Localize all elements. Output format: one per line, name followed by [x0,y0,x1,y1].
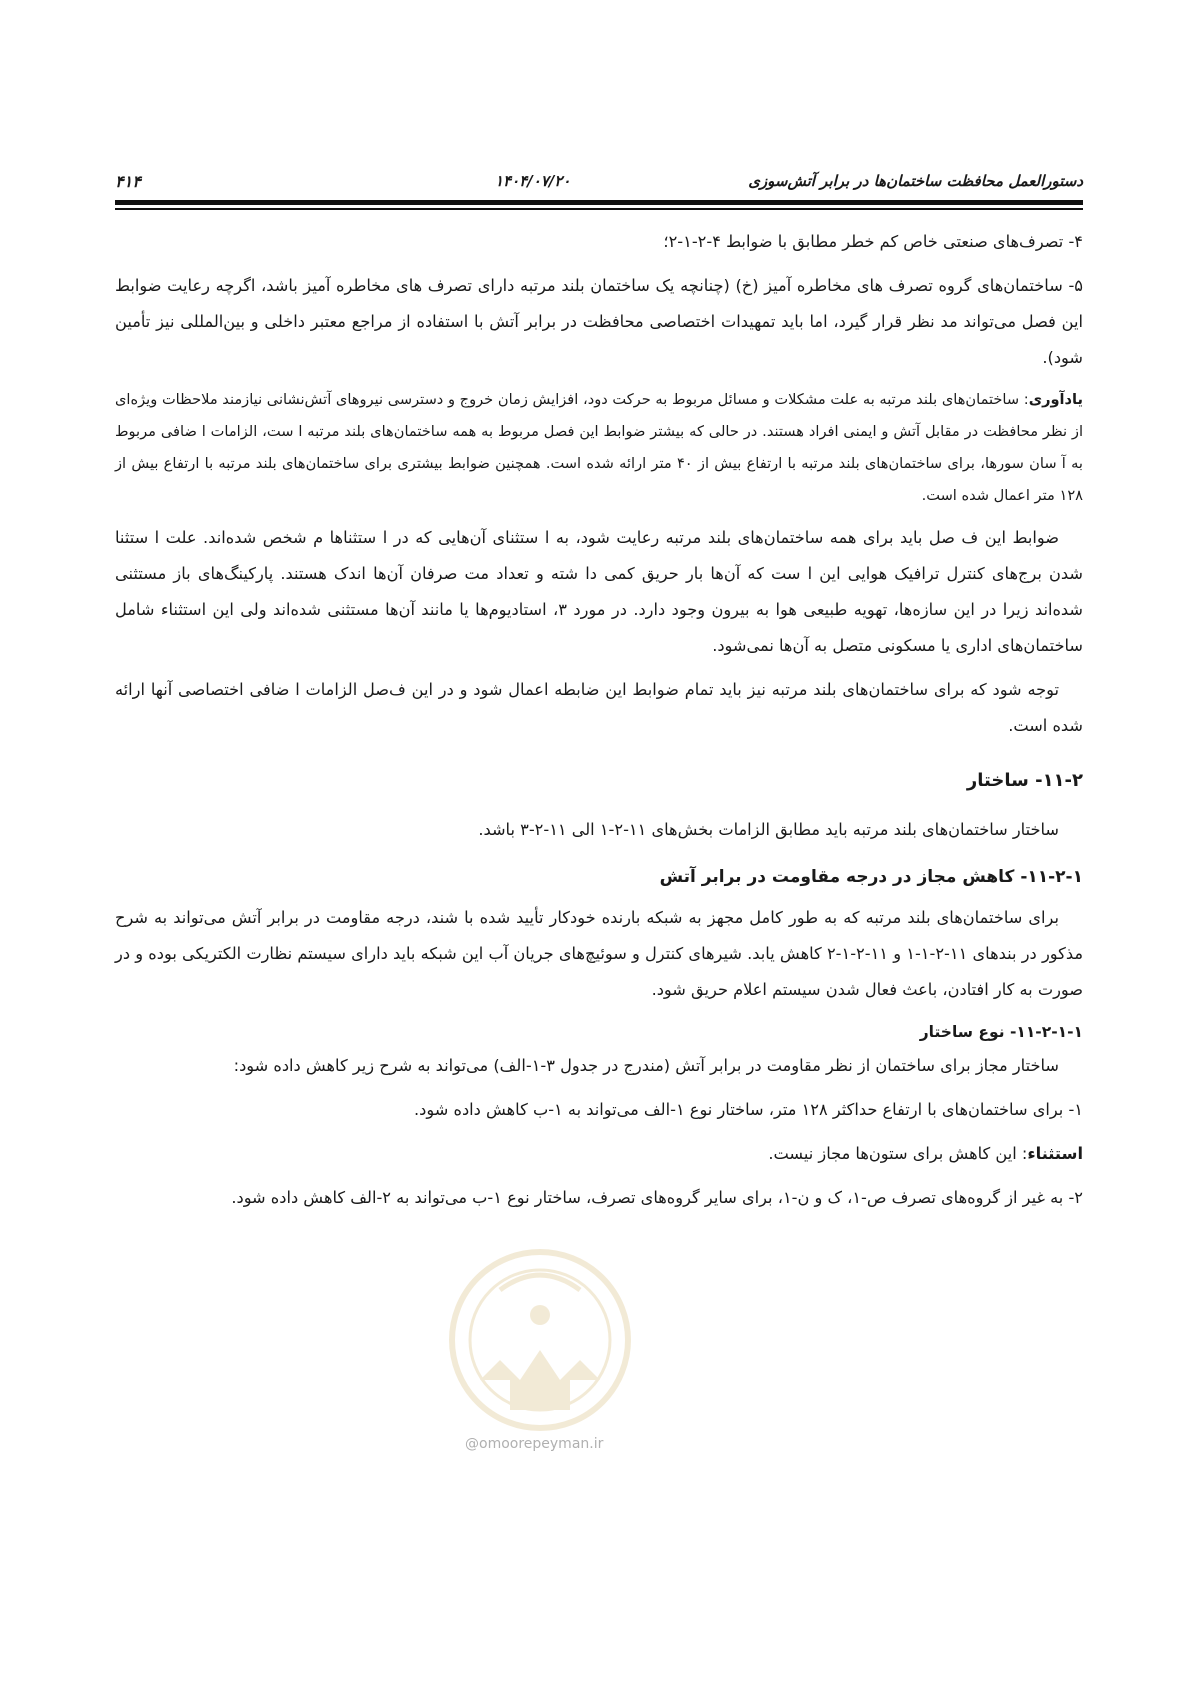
construction-item-2: ۲- به غیر از گروه‌های تصرف ص-۱، ک و ن-۱، برای سایر گروه‌های تصرف، ساختار نوع ۱-ب می‌تواند به ۲-الف کاهش داده شود. [231,1187,1083,1207]
section-text-11-2: ساختار ساختمان‌های بلند مرتبه باید مطابق الزامات بخش‌های ۱۱-۲-۱ الی ۱۱-۲-۳ باشد. [478,819,1059,839]
section-heading-11-2-1-1: ۱۱-۲-۱-۱- نوع ساختار [919,1022,1083,1041]
watermark-url: @omoorepeyman.ir [465,1436,604,1452]
header-date: ۱۴۰۴/۰۷/۲۰ [495,172,571,190]
header-rule-thin [115,208,1083,210]
list-item-4: ۴- تصرف‌های صنعتی خاص کم خطر مطابق با ضوابط ۴-۲-۱-۲؛ [663,231,1083,251]
section-heading-11-2: ۱۱-۲- ساختار [966,769,1083,791]
reminder-label: یادآوری [1028,390,1083,408]
page-header [115,168,1083,196]
header-title: دستورالعمل محافظت ساختمان‌ها در برابر آتش‌سوزی [748,172,1083,190]
reminder-text: : ساختمان‌های بلند مرتبه به علت مشکلات و مسائل مربوط به حرکت دود، افزایش زمان خروج و دسترسی نیروهای آتش‌نشانی نیازمند ملاحظات ویژه‌ای از نظر محافظت در مقابل آتش و ایمنی افراد هستند. در حالی که بیشتر ضوابط این فصل مربوط به همه ساختمان‌های بلند مرتبه ا ست، الزامات ا ضافی مربوط به آ سان سورها، برای ساختمان‌های بلند مرتبه با ارتفاع بیش از ۴۰ متر ارائه شده است. همچنین ضوابط بیشتری برای ساختمان‌های بلند مرتبه با ارتفاع بیش از ۱۲۸ متر اعمال شده است. [115,390,1083,504]
header-rule-thick [115,200,1083,205]
exception-paragraph [115,1136,1083,1172]
section-heading-11-2-1: ۱۱-۲-۱- کاهش مجاز در درجه مقاومت در برابر آتش [659,866,1083,887]
section-text-11-2-1-1: ساختار مجاز برای ساختمان از نظر مقاومت در برابر آتش (مندرج در جدول ۳-۱-الف) می‌تواند به شرح زیر کاهش داده شود: [233,1055,1059,1075]
section-text-11-2-1: برای ساختمان‌های بلند مرتبه که به طور کامل مجهز به شبکه بارنده خودکار تأیید شده با شند، درجه مقاومت در برابر آتش می‌تواند به شرح مذکور در بندهای ۱۱-۲-۱-۱ و ۱۱-۲-۱-۲ کاهش یابد. شیرهای کنترل و سوئیچ‌های جریان آب این شبکه باید دارای سیستم نظارت الکتریکی بوده و در صورت به کار افتادن، باعث فعال شدن سیستم اعلام حریق شود. [115,907,1084,999]
construction-item-1: ۱- برای ساختمان‌های با ارتفاع حداکثر ۱۲۸ متر، ساختار نوع ۱-الف می‌تواند به ۱-ب کاهش داده شود. [414,1099,1083,1119]
attention-paragraph: توجه شود که برای ساختمان‌های بلند مرتبه نیز باید تمام ضوابط این ضابطه اعمال شود و در این ف‌صل الزامات ا ضافی اختصاصی آنها ارائه شده است. [115,679,1083,735]
exceptions-paragraph: ضوابط این ف صل باید برای همه ساختمان‌های بلند مرتبه رعایت شود، به ا ستثنای آن‌هایی که در ا ستثناها م شخص شده‌اند. علت ا ستثنا شدن برج‌های کنترل ترافیک هوایی این ا ست که آن‌ها بار حریق کمی دا شته و تعداد مت صرفان آن‌ها اندک هستند. پارکینگ‌های باز مستثنی شده‌اند زیرا در این سازه‌ها، تهویه طبیعی هوا به بیرون وجود دارد. در مورد ۳، استادیوم‌ها یا مانند آن‌ها مستثنی شده‌اند ولی این استثناء شامل ساختمان‌های اداری یا مسکونی متصل به آن‌ها نمی‌شود. [115,527,1083,655]
document-page [115,168,1083,1608]
exception-label: استثناء [1027,1143,1083,1163]
exception-text: : این کاهش برای ستون‌ها مجاز نیست. [768,1143,1028,1163]
page-number: ۴۱۴ [115,172,141,191]
document-body [115,224,1083,1216]
reminder-paragraph [115,384,1083,512]
list-item-5: ۵- ساختمان‌های گروه تصرف های مخاطره آمیز (خ) (چنانچه یک ساختمان بلند مرتبه دارای تصرف های مخاطره آمیز باشد، اگرچه رعایت ضوابط این فصل می‌تواند مد نظر قرار گیرد، اما باید تمهیدات اختصاصی محافظت در برابر آتش با استفاده از مراجع معتبر داخلی و بین‌المللی نیز تأمین شود). [115,275,1083,367]
